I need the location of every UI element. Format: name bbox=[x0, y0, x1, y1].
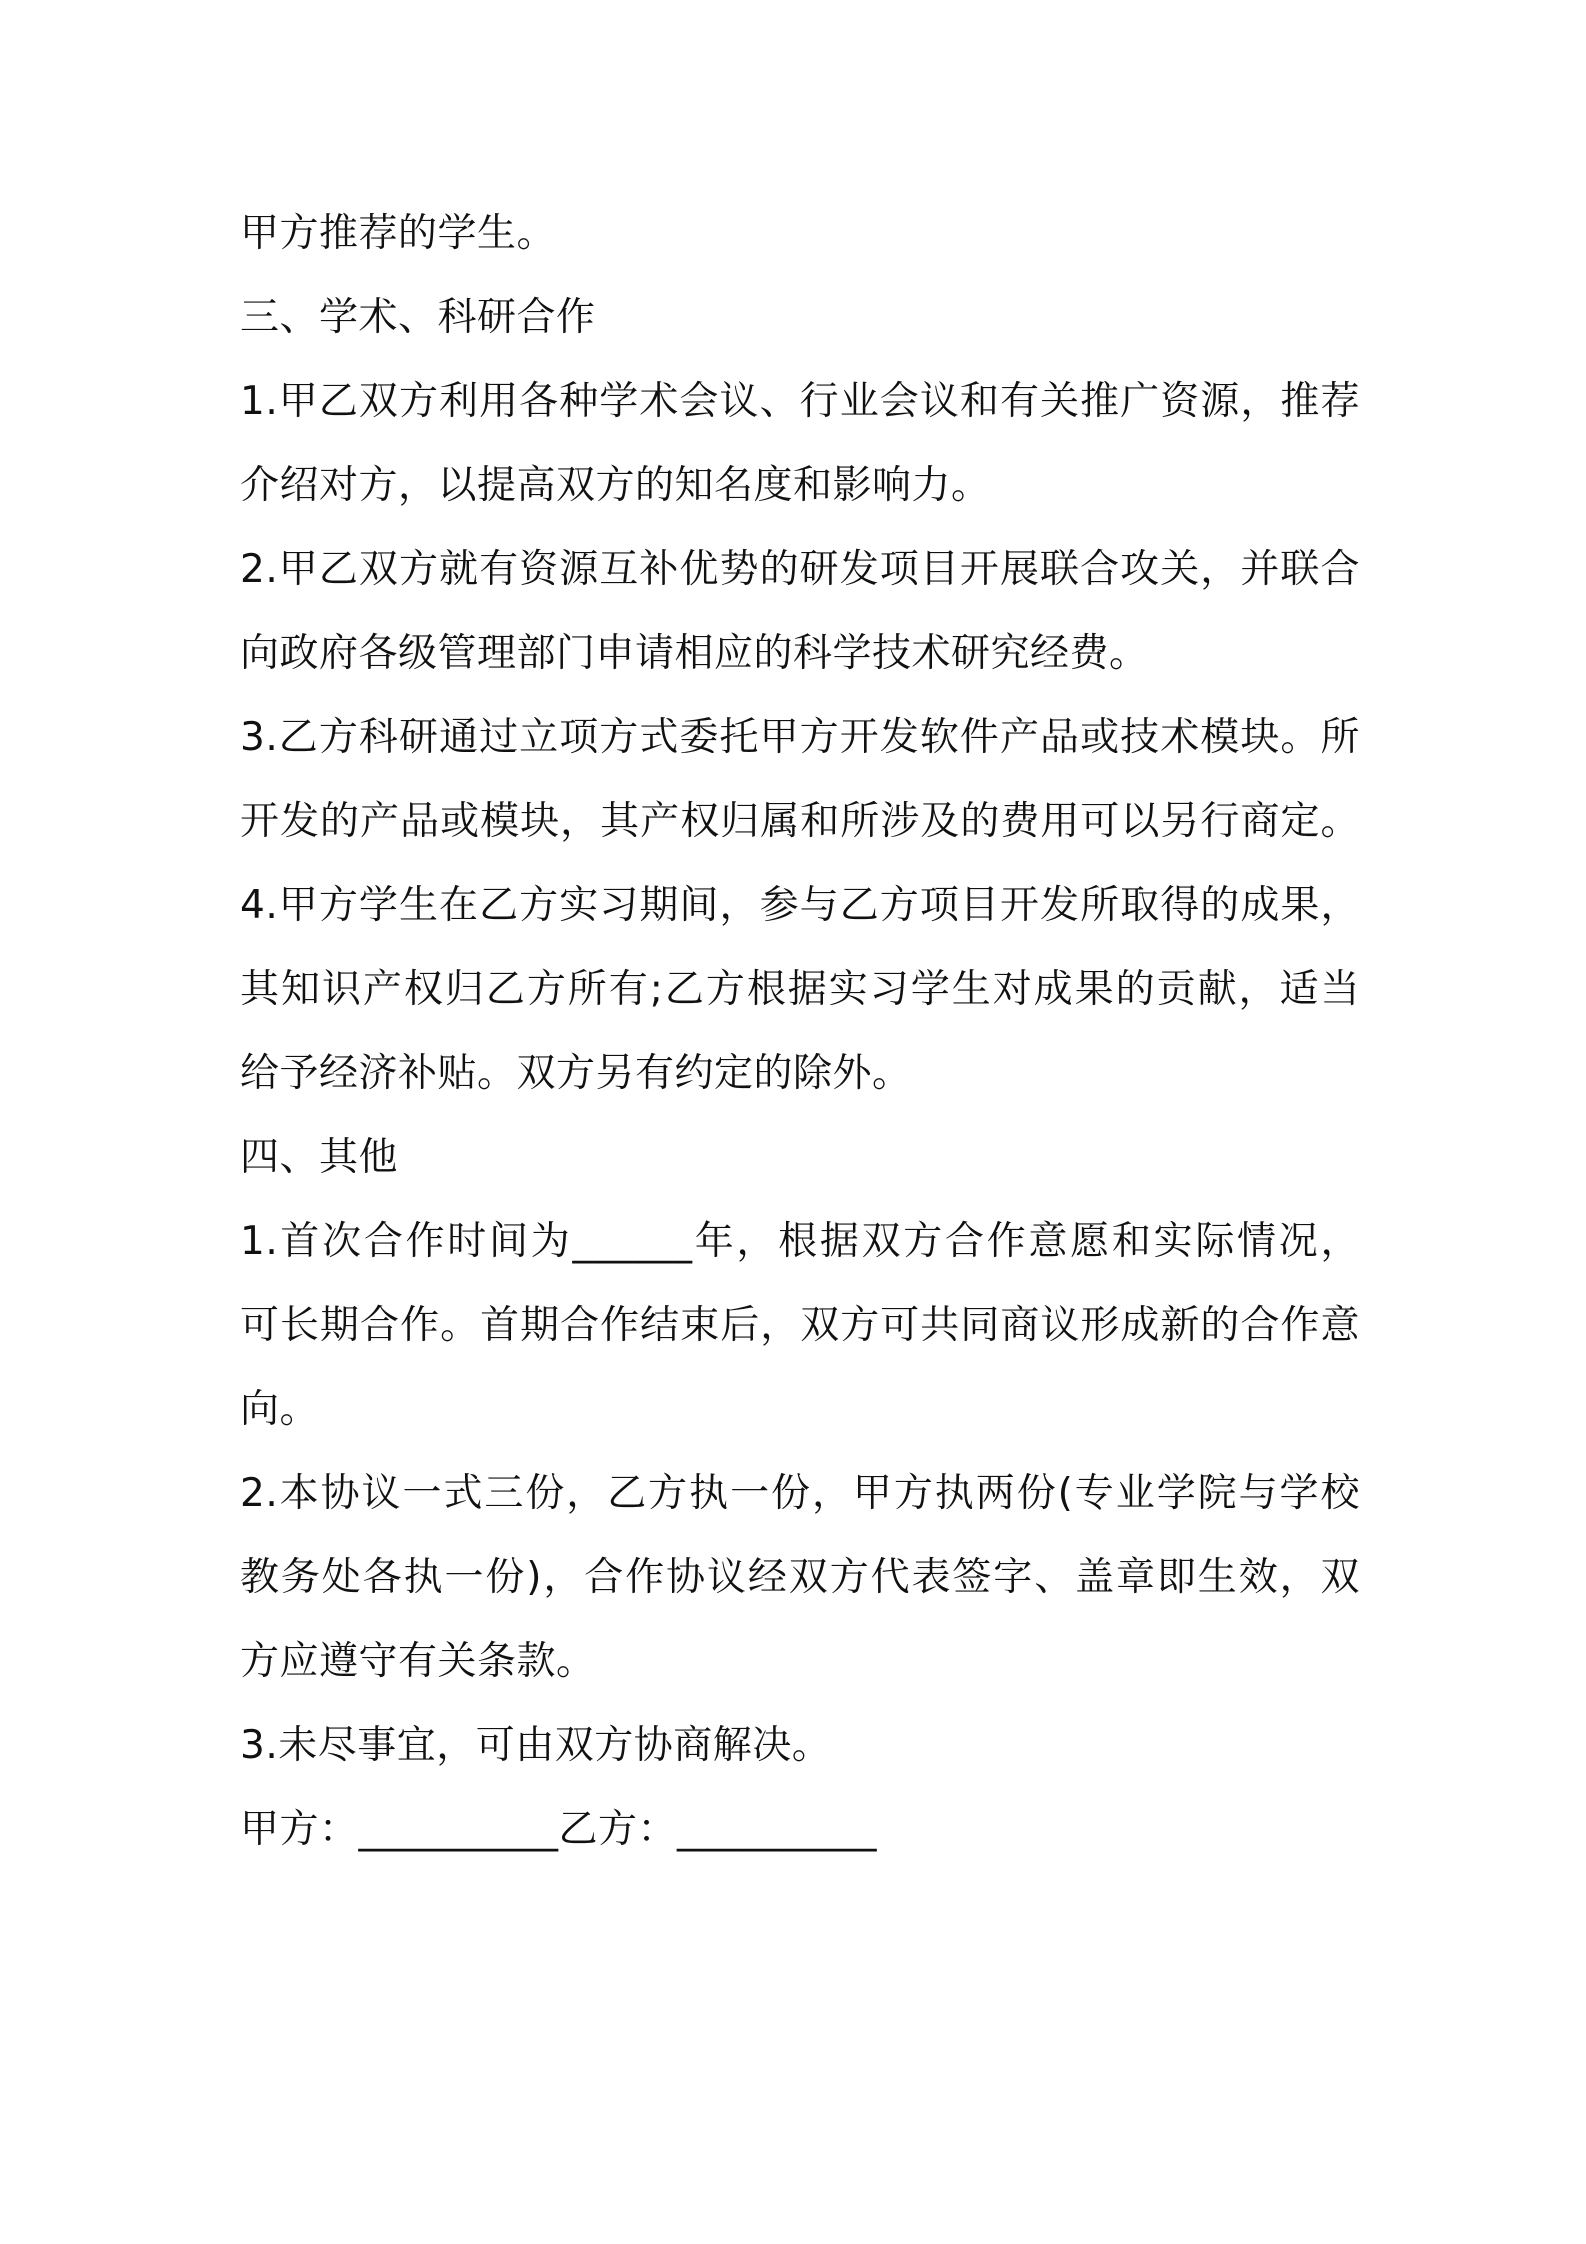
section-heading: 四、其他 bbox=[240, 1135, 399, 1180]
text-line: 其知识产权归乙方所有;乙方根据实习学生对成果的贡献，适当 bbox=[240, 967, 1360, 1012]
section-heading: 三、学术、科研合作 bbox=[240, 295, 596, 340]
text-line: 4.甲方学生在乙方实习期间，参与乙方项目开发所取得的成果， bbox=[240, 883, 1360, 928]
text-line: 向。 bbox=[240, 1387, 320, 1432]
text-line: 可长期合作。首期合作结束后，双方可共同商议形成新的合作意 bbox=[240, 1303, 1360, 1348]
text-line: 2.甲乙双方就有资源互补优势的研发项目开展联合攻关，并联合 bbox=[240, 547, 1360, 592]
text-line: 方应遵守有关条款。 bbox=[240, 1639, 596, 1684]
text-line: 介绍对方，以提高双方的知名度和影响力。 bbox=[240, 463, 991, 508]
text-line: 开发的产品或模块，其产权归属和所涉及的费用可以另行商定。 bbox=[240, 799, 1360, 844]
text-line: 3.乙方科研通过立项方式委托甲方开发软件产品或技术模块。所 bbox=[240, 715, 1360, 760]
document-body bbox=[240, 192, 1360, 1872]
text-line: 3.未尽事宜，可由双方协商解决。 bbox=[240, 1723, 832, 1768]
text-line: 1.甲乙双方利用各种学术会议、行业会议和有关推广资源，推荐 bbox=[240, 379, 1360, 424]
text-line: 给予经济补贴。双方另有约定的除外。 bbox=[240, 1051, 912, 1096]
text-line: 甲方推荐的学生。 bbox=[240, 211, 557, 256]
text-line: 向政府各级管理部门申请相应的科学技术研究经费。 bbox=[240, 631, 1149, 676]
text-line: 教务处各执一份)，合作协议经双方代表签字、盖章即生效，双 bbox=[240, 1555, 1360, 1600]
signature-line: 甲方：__________乙方：__________ bbox=[240, 1807, 878, 1852]
text-line: 1.首次合作时间为______年，根据双方合作意愿和实际情况， bbox=[240, 1219, 1360, 1264]
text-line: 2.本协议一式三份，乙方执一份，甲方执两份(专业学院与学校 bbox=[240, 1471, 1360, 1516]
